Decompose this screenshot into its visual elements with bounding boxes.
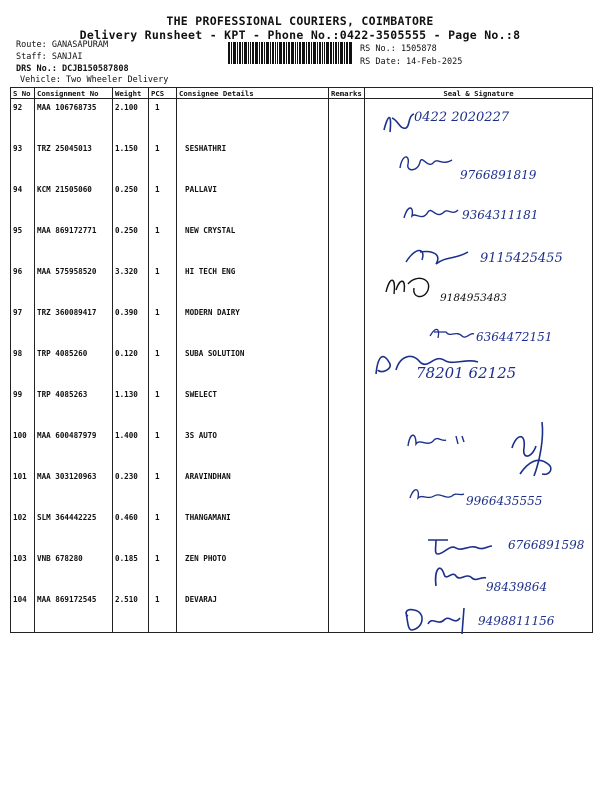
document-subtitle: Delivery Runsheet - KPT - Phone No.:0422-3505555 - Page No.:8 bbox=[79, 28, 521, 42]
handwritten-signature bbox=[396, 150, 456, 176]
cell-sno: 104 bbox=[11, 591, 35, 633]
cell-pcs: 1 bbox=[149, 345, 177, 386]
cell-sno: 99 bbox=[11, 386, 35, 427]
header-remarks: Remarks bbox=[329, 88, 365, 99]
cell-weight: 1.130 bbox=[113, 386, 149, 427]
cell-sno: 98 bbox=[11, 345, 35, 386]
cell-sno: 94 bbox=[11, 181, 35, 222]
cell-weight: 0.390 bbox=[113, 304, 149, 345]
cell-remarks bbox=[329, 550, 365, 591]
cell-pcs: 1 bbox=[149, 468, 177, 509]
cell-remarks bbox=[329, 222, 365, 263]
cell-weight: 0.120 bbox=[113, 345, 149, 386]
cell-consignment: MAA 600487979 bbox=[35, 427, 113, 468]
cell-consignee: THANGAMANI bbox=[177, 509, 329, 550]
cell-consignee: DEVARAJ bbox=[177, 591, 329, 633]
cell-pcs: 1 bbox=[149, 181, 177, 222]
cell-sno: 92 bbox=[11, 99, 35, 141]
table-row bbox=[11, 140, 593, 181]
table-row bbox=[11, 345, 593, 386]
cell-sno: 95 bbox=[11, 222, 35, 263]
header-consignment: Consignment No bbox=[35, 88, 113, 99]
signature-phone: 78201 62125 bbox=[416, 364, 517, 382]
table-row bbox=[11, 181, 593, 222]
handwritten-signature bbox=[402, 604, 476, 636]
cell-consignment: MAA 869172545 bbox=[35, 591, 113, 633]
cell-weight: 2.100 bbox=[113, 99, 149, 141]
header-weight: Weight bbox=[113, 88, 149, 99]
handwritten-signature bbox=[402, 244, 474, 270]
handwritten-signature bbox=[426, 322, 476, 344]
handwritten-signature bbox=[424, 534, 494, 558]
cell-remarks bbox=[329, 591, 365, 633]
cell-seal bbox=[365, 222, 593, 263]
cell-consignee: ZEN PHOTO bbox=[177, 550, 329, 591]
cell-weight: 0.250 bbox=[113, 181, 149, 222]
signature-phone: 9115425455 bbox=[480, 251, 563, 266]
cell-pcs: 1 bbox=[149, 509, 177, 550]
table-row bbox=[11, 304, 593, 345]
cell-consignment: TRZ 360089417 bbox=[35, 304, 113, 345]
cell-weight: 2.510 bbox=[113, 591, 149, 633]
signature-phone: 9364311181 bbox=[462, 208, 539, 222]
cell-remarks bbox=[329, 468, 365, 509]
cell-consignment: TRZ 25045013 bbox=[35, 140, 113, 181]
cell-remarks bbox=[329, 427, 365, 468]
cell-pcs: 1 bbox=[149, 591, 177, 633]
cell-consignee: SUBA SOLUTION bbox=[177, 345, 329, 386]
cell-remarks bbox=[329, 304, 365, 345]
cell-sno: 96 bbox=[11, 263, 35, 304]
handwritten-signature bbox=[428, 560, 490, 590]
cell-pcs: 1 bbox=[149, 222, 177, 263]
cell-consignment: TRP 4085260 bbox=[35, 345, 113, 386]
cell-pcs: 1 bbox=[149, 386, 177, 427]
cell-pcs: 1 bbox=[149, 550, 177, 591]
runsheet-table bbox=[10, 87, 593, 633]
signature-phone: 0422 2020227 bbox=[414, 110, 510, 125]
handwritten-signature bbox=[380, 108, 420, 138]
signature-phone: 6766891598 bbox=[508, 538, 585, 552]
cell-weight: 0.250 bbox=[113, 222, 149, 263]
cell-consignee: 3S AUTO bbox=[177, 427, 329, 468]
cell-remarks bbox=[329, 386, 365, 427]
cell-consignment: VNB 678280 bbox=[35, 550, 113, 591]
cell-remarks bbox=[329, 99, 365, 141]
cell-consignment: MAA 106768735 bbox=[35, 99, 113, 141]
signature-phone: 98439864 bbox=[486, 580, 548, 594]
signature-phone: 9766891819 bbox=[460, 168, 537, 182]
cell-consignment: TRP 4085263 bbox=[35, 386, 113, 427]
drs-number: DRS No.: DCJB150587808 bbox=[16, 64, 129, 74]
rs-number: RS No.: 1505878 bbox=[360, 44, 437, 54]
barcode-image bbox=[228, 42, 352, 64]
table-header-row bbox=[11, 88, 593, 99]
cell-consignee bbox=[177, 99, 329, 141]
cell-consignment: KCM 21505060 bbox=[35, 181, 113, 222]
signature-phone: 9966435555 bbox=[466, 494, 543, 508]
cell-consignee: SWELECT bbox=[177, 386, 329, 427]
header-sno: S No bbox=[11, 88, 35, 99]
rs-date: RS Date: 14-Feb-2025 bbox=[360, 57, 463, 67]
document-title: THE PROFESSIONAL COURIERS, COIMBATORE bbox=[166, 14, 434, 28]
cell-weight: 1.400 bbox=[113, 427, 149, 468]
cell-sno: 97 bbox=[11, 304, 35, 345]
cell-sno: 103 bbox=[11, 550, 35, 591]
cell-seal bbox=[365, 304, 593, 345]
cell-consignment: MAA 575958520 bbox=[35, 263, 113, 304]
vehicle-label: Vehicle: Two Wheeler Delivery bbox=[20, 75, 169, 85]
handwritten-signature bbox=[406, 484, 466, 504]
cell-sno: 102 bbox=[11, 509, 35, 550]
cell-consignee: NEW CRYSTAL bbox=[177, 222, 329, 263]
cell-sno: 100 bbox=[11, 427, 35, 468]
table-row bbox=[11, 263, 593, 304]
table-row bbox=[11, 509, 593, 550]
handwritten-signature bbox=[502, 418, 562, 480]
cell-remarks bbox=[329, 509, 365, 550]
cell-pcs: 1 bbox=[149, 263, 177, 304]
table-row bbox=[11, 222, 593, 263]
signature-phone: 6364472151 bbox=[476, 330, 553, 344]
cell-remarks bbox=[329, 345, 365, 386]
cell-consignment: MAA 303120963 bbox=[35, 468, 113, 509]
cell-weight: 0.460 bbox=[113, 509, 149, 550]
cell-weight: 1.150 bbox=[113, 140, 149, 181]
handwritten-signature bbox=[382, 272, 440, 302]
cell-weight: 3.320 bbox=[113, 263, 149, 304]
cell-pcs: 1 bbox=[149, 304, 177, 345]
route-label: Route: GANASAPURAM bbox=[16, 40, 109, 50]
header-seal: Seal & Signature bbox=[365, 88, 593, 99]
cell-consignment: SLM 364442225 bbox=[35, 509, 113, 550]
header-pcs: PCS bbox=[149, 88, 177, 99]
cell-consignment: MAA 869172771 bbox=[35, 222, 113, 263]
table-row bbox=[11, 550, 593, 591]
cell-remarks bbox=[329, 140, 365, 181]
cell-pcs: 1 bbox=[149, 140, 177, 181]
signature-phone: 9184953483 bbox=[440, 292, 507, 304]
cell-consignee: PALLAVI bbox=[177, 181, 329, 222]
header-consignee: Consignee Details bbox=[177, 88, 329, 99]
table-row bbox=[11, 591, 593, 633]
cell-sno: 93 bbox=[11, 140, 35, 181]
cell-seal bbox=[365, 591, 593, 633]
handwritten-signature bbox=[372, 348, 482, 380]
cell-consignee: HI TECH ENG bbox=[177, 263, 329, 304]
cell-consignee: MODERN DAIRY bbox=[177, 304, 329, 345]
cell-weight: 0.185 bbox=[113, 550, 149, 591]
cell-consignee: SESHATHRI bbox=[177, 140, 329, 181]
cell-pcs: 1 bbox=[149, 427, 177, 468]
handwritten-signature bbox=[400, 202, 462, 226]
staff-label: Staff: SANJAI bbox=[16, 52, 83, 62]
cell-consignee: ARAVINDHAN bbox=[177, 468, 329, 509]
cell-weight: 0.230 bbox=[113, 468, 149, 509]
cell-seal bbox=[365, 181, 593, 222]
table-row bbox=[11, 99, 593, 141]
cell-remarks bbox=[329, 181, 365, 222]
handwritten-signature bbox=[404, 428, 474, 454]
cell-sno: 101 bbox=[11, 468, 35, 509]
cell-pcs: 1 bbox=[149, 99, 177, 141]
cell-remarks bbox=[329, 263, 365, 304]
signature-phone: 9498811156 bbox=[478, 614, 555, 628]
